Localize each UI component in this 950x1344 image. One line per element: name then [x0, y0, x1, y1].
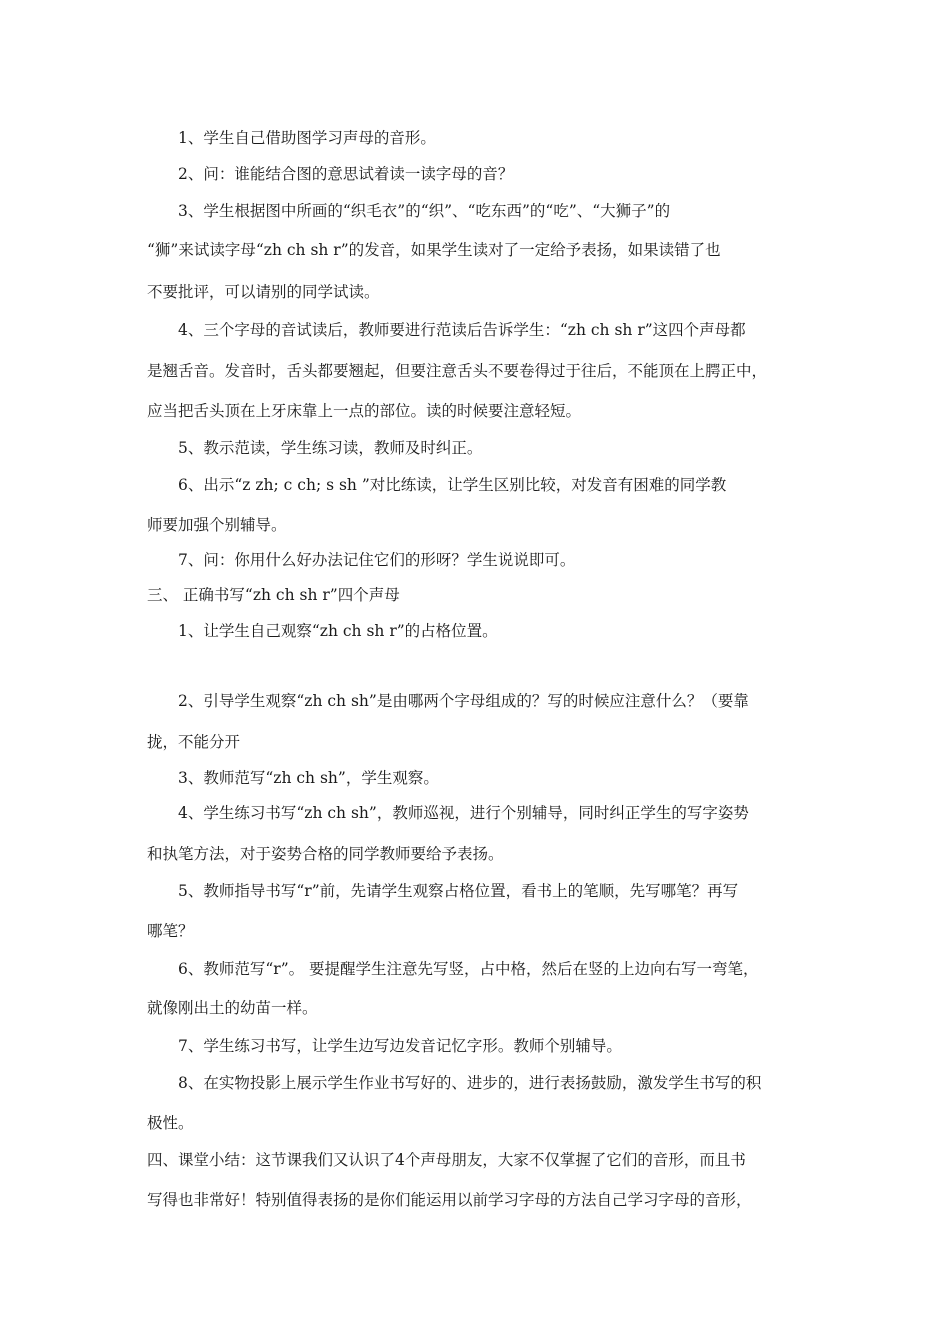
paragraph-line: 3、学生根据图中所画的“织毛衣”的“织”、“吃东西”的“吃”、“大狮子”的 — [178, 202, 671, 220]
paragraph-line: 应当把舌头顶在上牙床靠上一点的部位。读的时候要注意轻短。 — [147, 402, 582, 420]
paragraph-line: 哪笔？ — [147, 922, 194, 940]
paragraph-line: 5、教师指导书写“r”前，先请学生观察占格位置，看书上的笔顺，先写哪笔？再写 — [178, 882, 739, 900]
paragraph-line: 6、教师范写“r”。 要提醒学生注意先写竖，占中格，然后在竖的上边向右写一弯笔， — [178, 960, 759, 978]
paragraph-line: 写得也非常好！特别值得表扬的是你们能运用以前学习字母的方法自己学习字母的音形， — [147, 1191, 752, 1209]
paragraph-line: 3、教师范写“zh ch sh”，学生观察。 — [178, 769, 439, 787]
paragraph-line: 2、引导学生观察“zh ch sh”是由哪两个字母组成的？写的时候应注意什么？（要靠 — [178, 692, 749, 710]
paragraph-line: 1、学生自己借助图学习声母的音形。 — [178, 129, 436, 147]
paragraph-line: 极性。 — [147, 1114, 194, 1132]
paragraph-line: 是翘舌音。发音时，舌头都要翘起，但要注意舌头不要卷得过于往后，不能顶在上腭正中， — [147, 362, 768, 380]
paragraph-line: 7、问：你用什么好办法记住它们的形呀？学生说说即可。 — [178, 551, 576, 569]
paragraph-line: 就像刚出土的幼苗一样。 — [147, 999, 318, 1017]
section-heading: 四、课堂小结：这节课我们又认识了4个声母朋友，大家不仅掌握了它们的音形，而且书 — [147, 1151, 746, 1169]
paragraph-line: 8、在实物投影上展示学生作业书写好的、进步的，进行表扬鼓励，激发学生书写的积 — [178, 1074, 762, 1092]
paragraph-line: 师要加强个别辅导。 — [147, 516, 287, 534]
paragraph-line: “狮”来试读字母“zh ch sh r”的发音，如果学生读对了一定给予表扬，如果读错了也 — [147, 241, 721, 259]
paragraph-line: 不要批评，可以请别的同学试读。 — [147, 283, 380, 301]
paragraph-line: 2、问：谁能结合图的意思试着读一读字母的音？ — [178, 165, 514, 183]
paragraph-line: 4、三个字母的音试读后，教师要进行范读后告诉学生：“zh ch sh r”这四个声母都 — [178, 321, 746, 339]
paragraph-line: 5、教示范读，学生练习读，教师及时纠正。 — [178, 439, 483, 457]
paragraph-line: 4、学生练习书写“zh ch sh”，教师巡视，进行个别辅导，同时纠正学生的写字姿势 — [178, 804, 749, 822]
paragraph-line: 7、学生练习书写，让学生边写边发音记忆字形。教师个别辅导。 — [178, 1037, 622, 1055]
paragraph-line: 6、出示“z zh; c ch; s sh ”对比练读，让学生区别比较，对发音有困难的同学教 — [178, 476, 727, 494]
paragraph-line: 和执笔方法，对于姿势合格的同学教师要给予表扬。 — [147, 845, 504, 863]
paragraph-line: 1、让学生自己观察“zh ch sh r”的占格位置。 — [178, 622, 498, 640]
paragraph-line: 拢，不能分开 — [147, 733, 241, 751]
section-heading: 三、 正确书写“zh ch sh r”四个声母 — [147, 586, 400, 604]
